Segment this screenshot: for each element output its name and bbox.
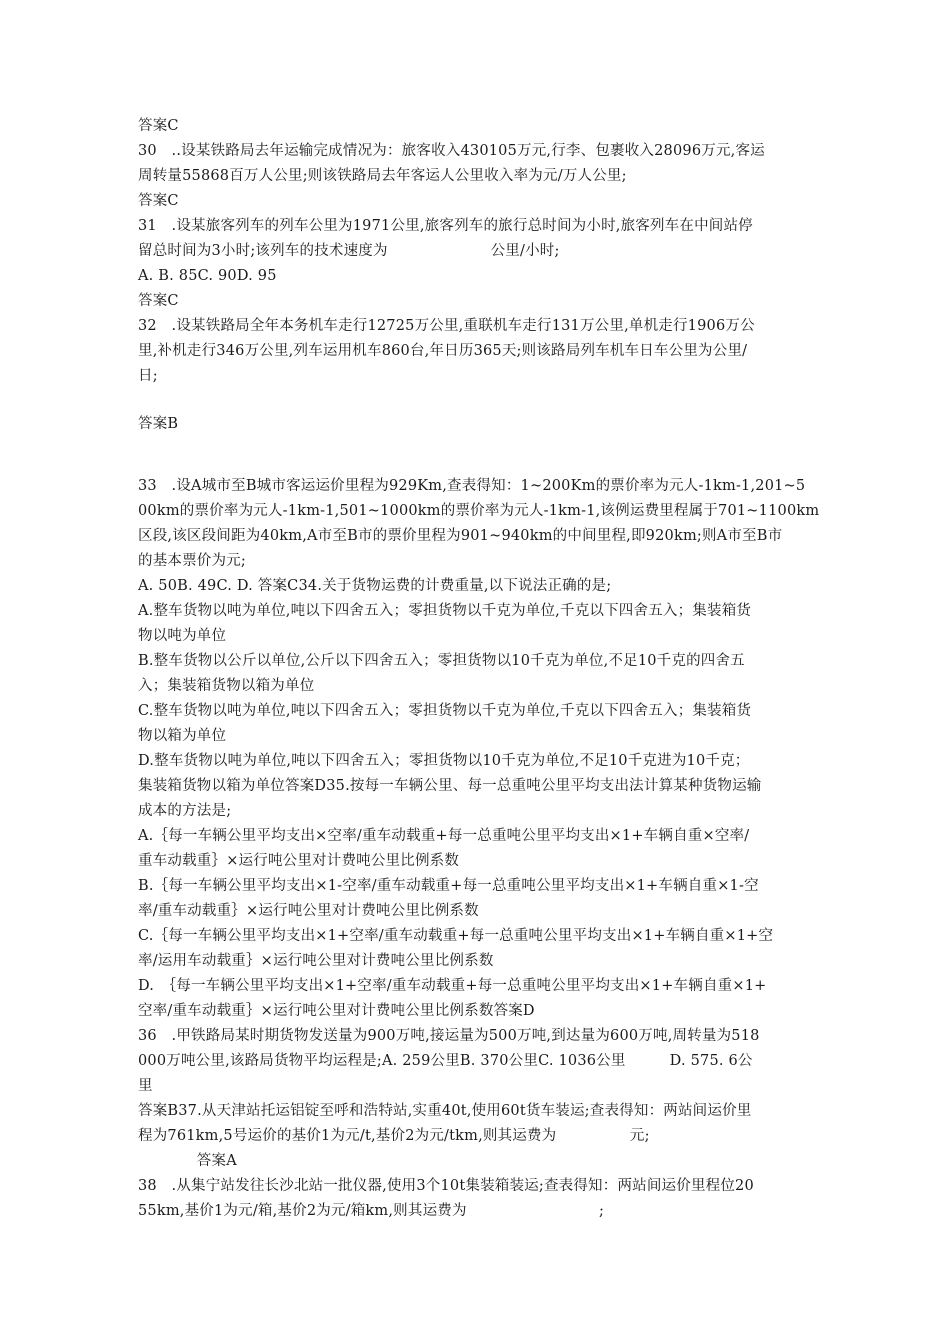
question-33-line-4: 的基本票价为元; [138,553,246,569]
question-34-option-a-line-1: A.整车货物以吨为单位,吨以下四舍五入；零担货物以千克为单位,千克以下四舍五入；集装箱货 [138,603,752,619]
question-33-options-and-question-34: A. 50B. 49C. D. 答案C34.关于货物运费的计费重量,以下说法正确的是; [138,578,612,594]
question-35-option-d-line-1: D. ｛每一车辆公里平均支出×1+空率/重车动载重+每一总重吨公里平均支出×1+车辆自重×1+ [138,978,767,994]
question-31-line-2: 留总时间为3小时;该列车的技术速度为 公里/小时; [138,243,560,259]
answer-37: 答案A [138,1153,237,1169]
question-37-line-2: 程为761km,5号运价的基价1为元/t,基价2为元/tkm,则其运费为 元; [138,1128,650,1144]
question-34-option-c-line-1: C.整车货物以吨为单位,吨以下四舍五入；零担货物以千克为单位,千克以下四舍五入；集装箱货 [138,703,752,719]
question-34-option-b-line-1: B.整车货物以公斤以单位,公斤以下四舍五入；零担货物以10千克为单位,不足10千克的四舍五 [138,653,745,669]
question-35-option-c-line-2: 率/运用车动载重｝×运行吨公里对计费吨公里比例系数 [138,953,494,969]
answer-32: 答案B [138,416,179,432]
question-32-line-3: 日; [138,368,158,384]
question-38-line-1: 38 .从集宁站发往长沙北站一批仪器,使用3个10t集装箱装运;查表得知：两站间运价里程位20 [138,1178,754,1194]
question-34-option-d-line-1: D.整车货物以吨为单位,吨以下四舍五入；零担货物以10千克为单位,不足10千克进为10千克； [138,753,750,769]
question-35-option-c-line-1: C.｛每一车辆公里平均支出×1+空率/重车动载重+每一总重吨公里平均支出×1+车辆自重×1+空 [138,928,774,944]
question-30-line-2: 周转量55868百万人公里;则该铁路局去年客运人公里收入率为元/万人公里; [138,168,627,184]
question-36-line-3: 里 [138,1078,153,1094]
answer-36-and-question-37: 答案B37.从天津站托运铝锭至呼和浩特站,实重40t,使用60t货车装运;查表得知：两站间运价里 [138,1103,752,1119]
question-34-option-d-line-2: 集装箱货物以箱为单位答案D35.按每一车辆公里、每一总重吨公里平均支出法计算某种货物运输 [138,778,762,794]
question-34-option-a-line-2: 物以吨为单位 [138,628,227,644]
question-31-options: A. B. 85C. 90D. 95 [138,268,277,284]
question-36-line-1: 36 .甲铁路局某时期货物发送量为900万吨,接运量为500万吨,到达量为600万吨,周转量为518 [138,1028,760,1044]
question-35-option-a-line-1: A.｛每一车辆公里平均支出×空率/重车动载重+每一总重吨公里平均支出×1+车辆自重×空率/ [138,828,750,844]
question-35-option-b-line-2: 率/重车动载重｝×运行吨公里对计费吨公里比例系数 [138,903,479,919]
question-30-line-1: 30 ..设某铁路局去年运输完成情况为：旅客收入430105万元,行李、包裹收入28096万元,客运 [138,143,765,159]
answer-31: 答案C [138,293,179,309]
answer-30: 答案C [138,193,179,209]
question-38-line-2: 55km,基价1为元/箱,基价2为元/箱km,则其运费为 ; [138,1203,605,1219]
question-33-line-3: 区段,该区段间距为40km,A市至B市的票价里程为901~940km的中间里程,即920km;则A市至B市 [138,528,783,544]
question-32-line-1: 32 .设某铁路局全年本务机车走行12725万公里,重联机车走行131万公里,单机走行1906万公 [138,318,755,334]
question-32-line-2: 里,补机走行346万公里,列车运用机车860台,年日历365天;则该路局列车机车日车公里为公里/ [138,343,748,359]
answer-29: 答案C [138,118,179,134]
question-35-line-2: 成本的方法是; [138,803,232,819]
question-33-line-2: 00km的票价率为元人-1km-1,501~1000km的票价率为元人-1km-1,该例运费里程属于701~1100km [138,503,820,519]
question-34-option-b-line-2: 入；集装箱货物以箱为单位 [138,678,315,694]
question-33-line-1: 33 .设A城市至B城市客运运价里程为929Km,查表得知：1~200Km的票价率为元人-1km-1,201~5 [138,478,806,494]
question-35-option-b-line-1: B.｛每一车辆公里平均支出×1-空率/重车动载重+每一总重吨公里平均支出×1+车辆自重×1-空 [138,878,759,894]
question-31-line-1: 31 .设某旅客列车的列车公里为1971公里,旅客列车的旅行总时间为小时,旅客列车在中间站停 [138,218,753,234]
question-35-option-d-line-2: 空率/重车动载重｝×运行吨公里对计费吨公里比例系数答案D [138,1003,535,1019]
question-35-option-a-line-2: 重车动载重｝×运行吨公里对计费吨公里比例系数 [138,853,460,869]
question-36-line-2: 000万吨公里,该路局货物平均运程是;A. 259公里B. 370公里C. 1036公里 D. 575. 6公 [138,1053,753,1069]
question-34-option-c-line-2: 物以箱为单位 [138,728,227,744]
